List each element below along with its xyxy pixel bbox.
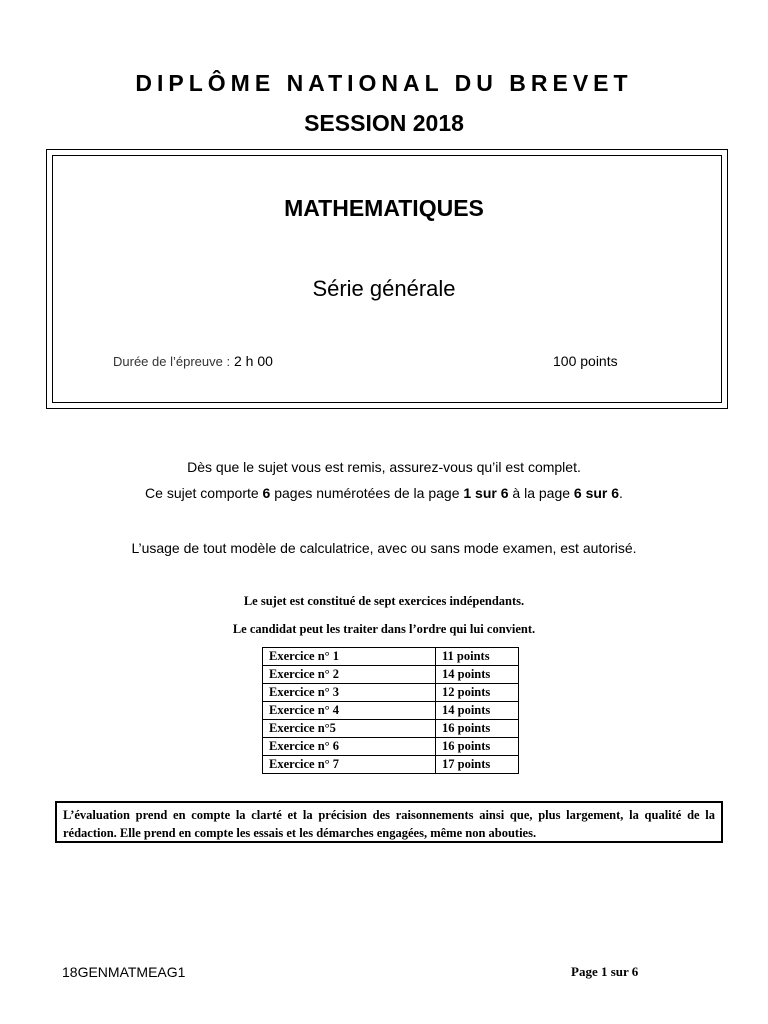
exercise-name: Exercice n° 1 [263, 648, 436, 666]
duration-value: 2 h 00 [233, 353, 273, 369]
exercise-name: Exercice n° 2 [263, 666, 436, 684]
table-row [263, 648, 519, 666]
exercise-points: 14 points [436, 666, 519, 684]
document-code: 18GENMATMEAG1 [62, 964, 186, 980]
instruction-calculator: L’usage de tout modèle de calculatrice, avec ou sans mode examen, est autorisé. [131, 540, 637, 556]
duration-label: Durée de l’épreuve : [113, 354, 231, 369]
pages-first: 1 sur 6 [463, 485, 509, 501]
duration [113, 353, 273, 369]
pages-last: 6 sur 6 [573, 485, 620, 501]
exercise-name: Exercice n° 3 [263, 684, 436, 702]
pages-text-d: . [619, 485, 623, 501]
exercise-points: 17 points [436, 756, 519, 774]
session-title: SESSION 2018 [304, 110, 464, 136]
page-number: Page 1 sur 6 [571, 964, 639, 979]
instruction-complete: Dès que le sujet vous est remis, assurez-vous qu’il est complet. [187, 459, 581, 475]
exercise-name: Exercice n° 7 [263, 756, 436, 774]
pages-count: 6 [262, 485, 271, 501]
instruction-pages [0, 485, 768, 501]
subject-title: MATHEMATIQUES [284, 195, 484, 221]
table-row [263, 684, 519, 702]
table-row [263, 666, 519, 684]
table-row [263, 702, 519, 720]
table-row [263, 720, 519, 738]
exercise-points: 11 points [436, 648, 519, 666]
evaluation-box: L’évaluation prend en compte la clarté et la précision des raisonnements ainsi que, plus largement, la qualité de la rédaction. Elle prend en compte les essais et les démarches engagées, même non abouties. [55, 801, 723, 843]
table-row [263, 756, 519, 774]
pages-text-b: pages numérotées de la page [270, 485, 464, 501]
table-row [263, 738, 519, 756]
exercise-points: 14 points [436, 702, 519, 720]
note-independent: Le sujet est constitué de sept exercices indépendants. [243, 594, 525, 608]
exercise-points: 16 points [436, 738, 519, 756]
exercise-name: Exercice n°5 [263, 720, 436, 738]
exercise-name: Exercice n° 6 [263, 738, 436, 756]
exercise-name: Exercice n° 4 [263, 702, 436, 720]
exercise-points: 16 points [436, 720, 519, 738]
exercise-points: 12 points [436, 684, 519, 702]
note-order: Le candidat peut les traiter dans l’ordre qui lui convient. [232, 622, 536, 636]
exercise-table [262, 647, 519, 774]
exam-title: DIPLÔME NATIONAL DU BREVET [135, 70, 633, 96]
total-points: 100 points [553, 353, 618, 369]
series-label: Série générale [312, 276, 456, 301]
pages-text-c: à la page [508, 485, 574, 501]
pages-text-a: Ce sujet comporte [145, 485, 263, 501]
